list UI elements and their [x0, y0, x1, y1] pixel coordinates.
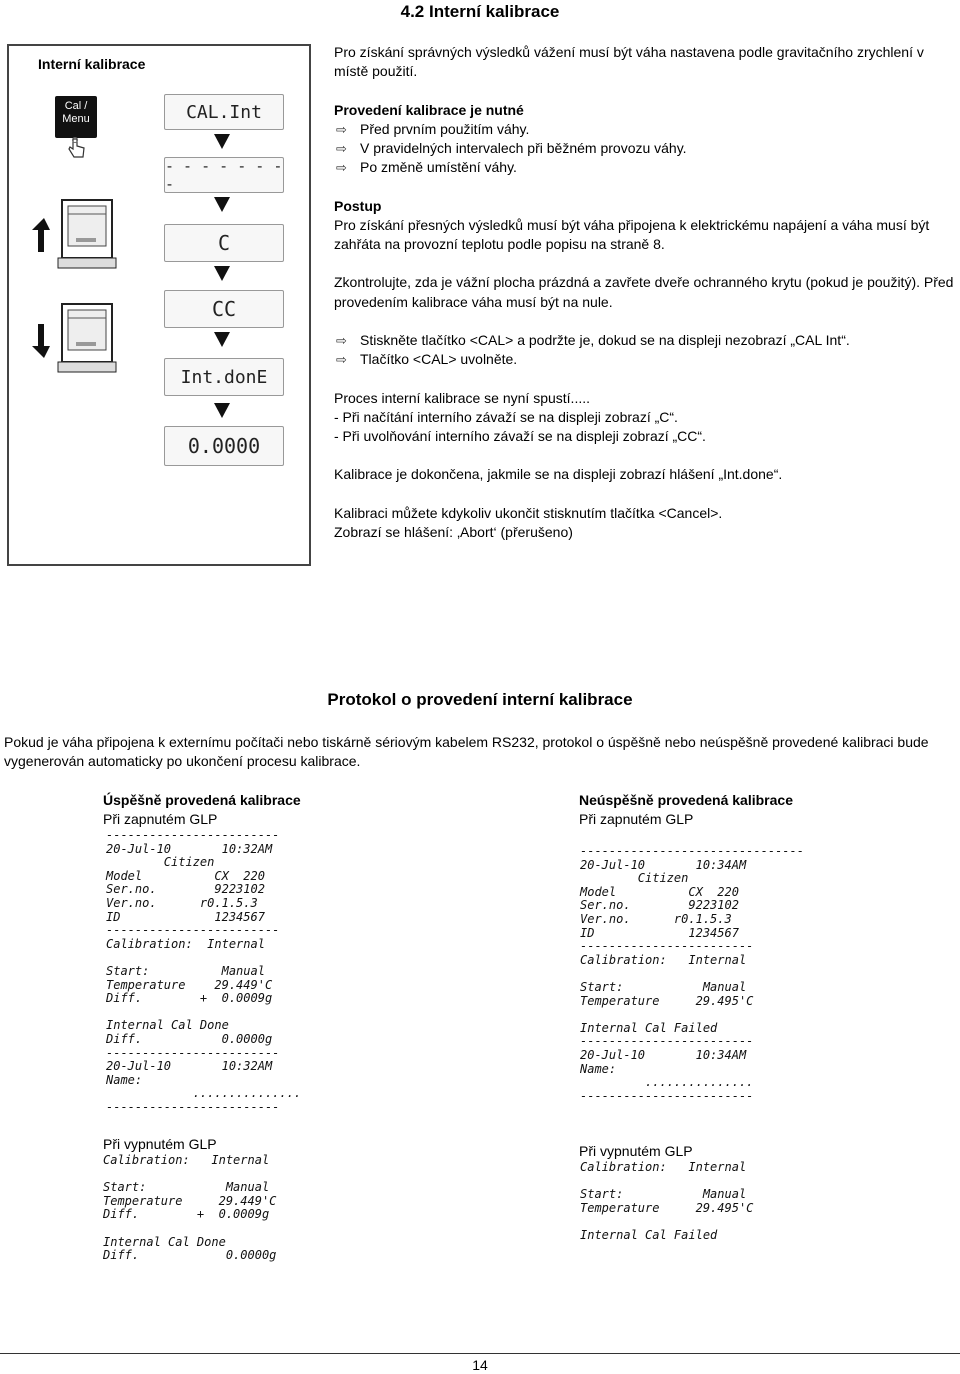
balance-door-close-icon	[28, 196, 120, 277]
arrow-right-icon: ⇨	[336, 160, 347, 176]
process-line: Proces interní kalibrace se nyní spustí.....	[334, 389, 591, 406]
display-cc: CC	[164, 290, 284, 328]
failure-glp-on-label: Při zapnutém GLP	[579, 811, 694, 828]
cancel-line: Kalibraci můžete kdykoliv ukončit stisknutím tlačítka <Cancel>.	[334, 504, 723, 521]
process-line: - Při uvolňování interního závaží se na displeji zobrazí „CC“.	[334, 427, 706, 444]
check-text: Zkontrolujte, zda je vážní plocha prázdná a zavřete dveře ochranného krytu (pokud je použitý). Před provedením kalibrace váha musí být na nule.	[334, 274, 954, 310]
failure-glp-on-printout: ------------------------------- 20-Jul-10 10:34AM Citizen Model CX 220 Ser.no. 9223102 Ver.no. r0.1.5.3 ID 1234567 ------------------------ Calibration: Internal Start: Manual Temperature 29.495'C Internal Cal Failed ------------------------ 20-Jul-10 10:34AM Name: ............... ------------------------	[580, 844, 804, 1103]
arrow-down-icon	[214, 134, 230, 149]
display-cal-int: CAL.Int	[164, 94, 284, 130]
protocol-intro: Pokud je váha připojena k externímu počítači nebo tiskárně sériovým kabelem RS232, protokol o úspěšně nebo neúspěšně provedené kalibraci bude vygenerován automaticky po ukončení procesu kalibrace.	[4, 734, 929, 770]
done-text: Kalibrace je dokončena, jakmile se na displeji zobrazí hlášení „Int.done“.	[334, 466, 783, 483]
required-item: ⇨ Před prvním použitím váhy.	[334, 120, 954, 139]
display-zero: 0.0000	[164, 426, 284, 466]
step-item: ⇨ Tlačítko <CAL> uvolněte.	[334, 350, 954, 369]
section-title: 4.2 Interní kalibrace	[400, 2, 560, 21]
display-int-done: Int.donE	[164, 358, 284, 396]
arrow-down-icon	[214, 266, 230, 281]
display-c: C	[164, 224, 284, 262]
balance-door-open-icon	[28, 300, 120, 381]
postup-title: Postup	[334, 197, 382, 214]
page-number: 14	[472, 1357, 488, 1373]
success-heading	[103, 791, 301, 829]
success-glp-off-label: Při vypnutém GLP	[103, 1136, 217, 1152]
finger-press-icon	[67, 137, 87, 164]
arrow-right-icon: ⇨	[336, 352, 347, 368]
required-title: Provedení kalibrace je nutné	[334, 101, 524, 118]
success-title: Úspěšně provedená kalibrace	[103, 792, 301, 808]
failure-glp-off-printout: Calibration: Internal Start: Manual Temperature 29.495'C Internal Cal Failed	[580, 1160, 754, 1242]
cancel-line: Zobrazí se hlášení: ‚Abort‘ (přerušeno)	[334, 523, 573, 540]
failure-title: Neúspěšně provedená kalibrace	[579, 792, 793, 808]
cal-menu-key	[55, 96, 97, 138]
required-item: ⇨ V pravidelných intervalech při běžném provozu váhy.	[334, 139, 954, 158]
step-item: ⇨ Stiskněte tlačítko <CAL> a podržte je, dokud se na displeji nezobrazí „CAL Int“.	[334, 331, 954, 350]
failure-heading	[579, 791, 793, 829]
protocol-title: Protokol o provedení interní kalibrace	[327, 690, 633, 709]
postup-text: Pro získání přesných výsledků musí být váha připojena k elektrickému napájení a váha musí být zahřáta na provozní teplotu podle popisu na straně 8.	[334, 216, 930, 252]
intro-text: Pro získání správných výsledků vážení musí být váha nastavena podle gravitačního zrychlení v místě použití.	[334, 44, 924, 80]
arrow-right-icon: ⇨	[336, 141, 347, 156]
process-line: - Při načítání interního závaží se na displeji zobrazí „C“.	[334, 408, 678, 425]
arrow-down-icon	[214, 197, 230, 212]
arrow-down-icon	[214, 332, 230, 347]
success-glp-on-label: Při zapnutém GLP	[103, 811, 218, 828]
footer-divider	[0, 1353, 960, 1354]
success-glp-on-printout: ------------------------ 20-Jul-10 10:32AM Citizen Model CX 220 Ser.no. 9223102 Ver.no. r0.1.5.3 ID 1234567 ------------------------ Calibration: Internal Start: Manual Temperature 29.449'C Diff. + 0.0009g Internal Cal Done Diff. 0.0000g ------------------------ 20-Jul-10 10:32AM Name: ............... ------------------------	[106, 828, 302, 1114]
success-glp-off-printout: Calibration: Internal Start: Manual Temperature 29.449'C Diff. + 0.0009g Internal Cal Done Diff. 0.0000g	[103, 1153, 277, 1263]
arrow-down-icon	[214, 403, 230, 418]
cal-key-label: Cal / Menu	[62, 100, 90, 125]
required-item: ⇨ Po změně umístění váhy.	[334, 158, 954, 177]
left-label: Interní kalibrace	[38, 56, 146, 72]
instructions	[334, 43, 954, 542]
display-dashes: - - - - - - - -	[165, 157, 283, 193]
failure-glp-off-label: Při vypnutém GLP	[579, 1143, 693, 1159]
arrow-right-icon: ⇨	[336, 332, 347, 348]
arrow-right-icon: ⇨	[336, 121, 347, 137]
